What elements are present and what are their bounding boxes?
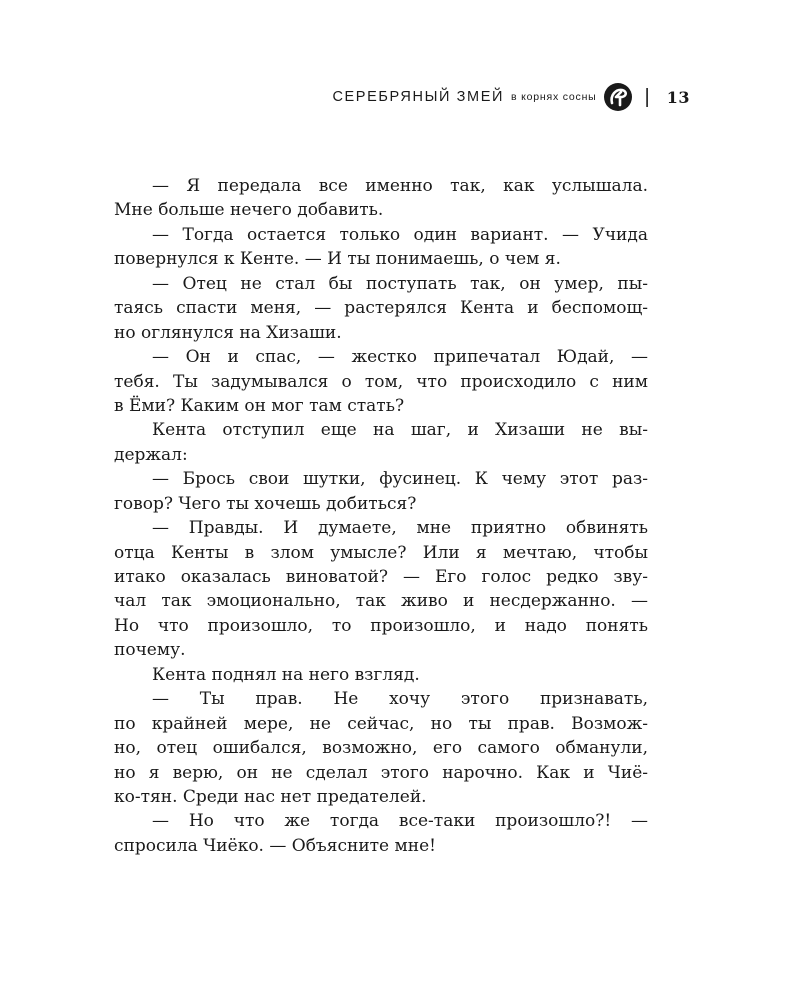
text-line: но я верю, он не сделал этого нарочно. Как и Чиё-: [114, 762, 648, 783]
text-line: повернулся к Кенте. — И ты понимаешь, о чем я.: [114, 249, 561, 270]
text-line: отца Кенты в злом умысле? Или я мечтаю, чтобы: [114, 542, 648, 563]
header-separator: |: [644, 86, 650, 108]
text-line: держал:: [114, 444, 188, 465]
text-line: тебя. Ты задумывался о том, что происходило с ним: [114, 371, 648, 392]
body-text: [114, 174, 648, 858]
book-title: СЕРЕБРЯНЫЙ ЗМЕЙ: [332, 89, 504, 105]
text-line: почему.: [114, 640, 186, 661]
text-line: — Тогда остается только один вариант. — Учида: [152, 224, 648, 245]
text-line: Кента поднял на него взгляд.: [152, 664, 420, 685]
text-line: — Но что же тогда все-таки произошло?! —: [152, 811, 648, 832]
text-line: по крайней мере, не сейчас, но ты прав. Возмож-: [114, 713, 648, 734]
text-line: Кента отступил еще на шаг, и Хизаши не вы-: [152, 420, 648, 441]
text-line: но, отец ошибался, возможно, его самого обманули,: [114, 738, 648, 759]
text-line: Но что произошло, то произошло, и надо понять: [114, 615, 648, 636]
text-line: — Я передала все именно так, как услышала.: [152, 176, 648, 196]
text-line: таясь спасти меня, — растерялся Кента и беспомощ-: [114, 298, 648, 319]
text-line: — Брось свои шутки, фусинец. К чему этот раз-: [152, 469, 648, 490]
text-line: — Ты прав. Не хочу этого признавать,: [152, 689, 648, 710]
text-line: говор? Чего ты хочешь добиться?: [114, 493, 417, 514]
text-line: но оглянулся на Хизаши.: [114, 322, 342, 343]
text-line: — Он и спас, — жестко припечатал Юдай, —: [152, 347, 648, 368]
text-line: спросила Чиёко. — Объясните мне!: [114, 835, 436, 856]
text-line: ко-тян. Среди нас нет предателей.: [114, 786, 427, 807]
text-line: Мне больше нечего добавить.: [114, 200, 384, 221]
text-line: чал так эмоционально, так живо и несдержанно. —: [114, 591, 648, 612]
text-line: — Правды. И думаете, мне приятно обвинять: [152, 518, 648, 539]
text-line: — Отец не стал бы поступать так, он умер, пы-: [152, 273, 648, 294]
serpent-emblem-icon: [603, 82, 633, 112]
book-subtitle: в корнях сосны: [510, 91, 597, 103]
running-head: [0, 82, 690, 112]
page-number: 13: [666, 87, 690, 107]
text-line: итако оказалась виноватой? — Его голос редко зву-: [114, 567, 648, 587]
text-line: в Ёми? Каким он мог там стать?: [114, 395, 405, 416]
